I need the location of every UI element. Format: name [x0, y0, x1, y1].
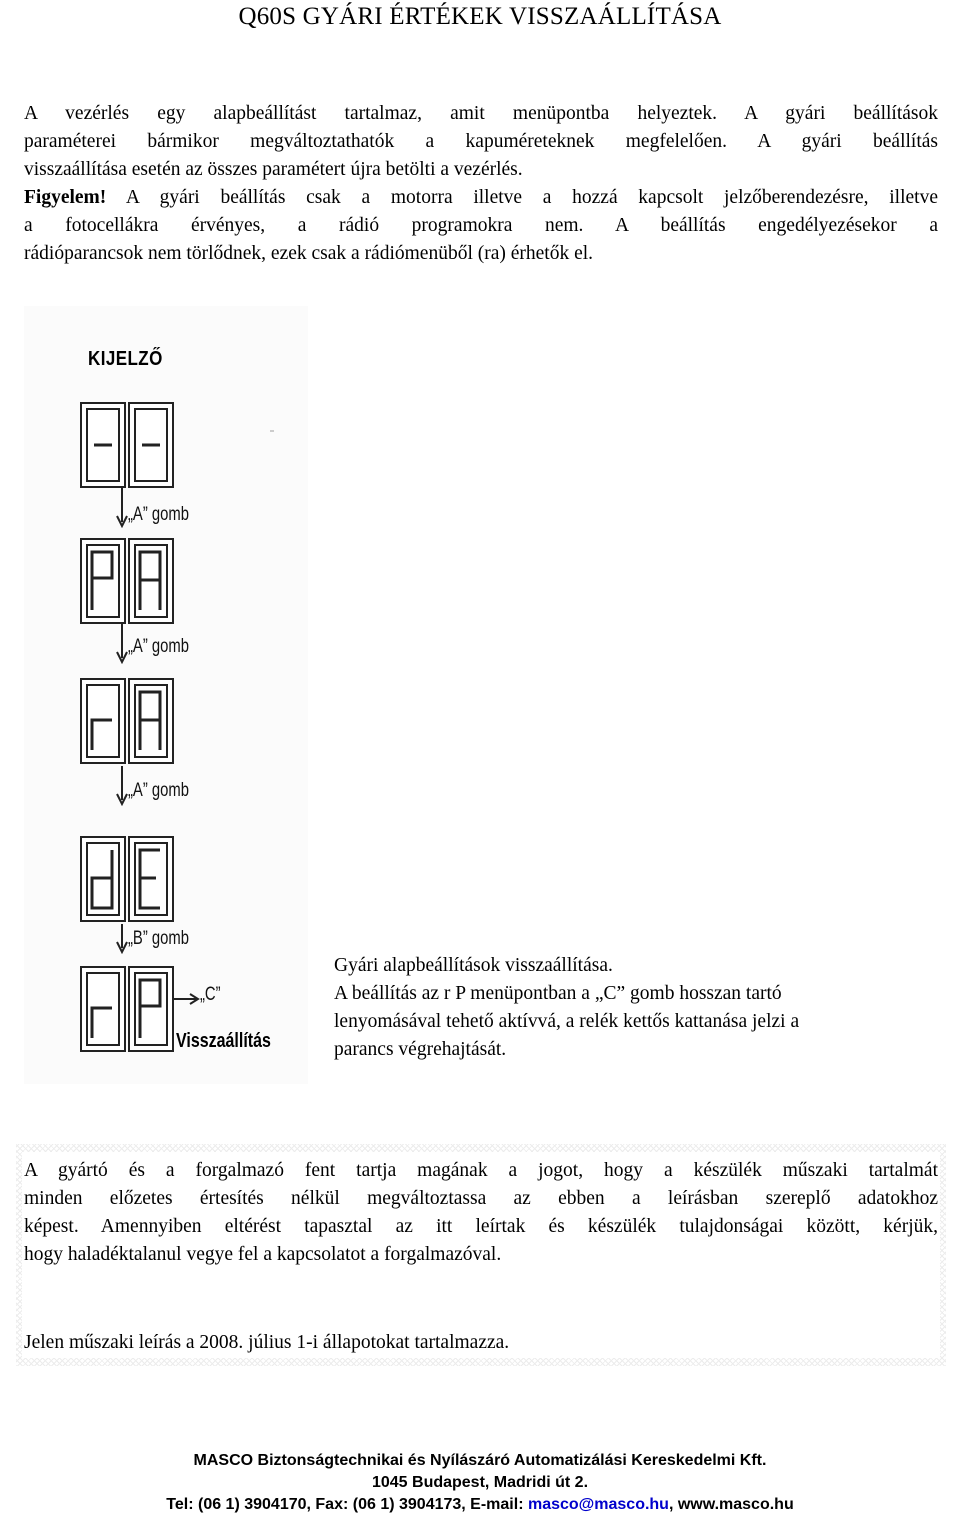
step-label: „A” gomb	[128, 780, 189, 801]
intro-paragraph	[24, 100, 938, 268]
disclaimer-line: hogy haladéktalanul vegye fel a kapcsolatot a forgalmazóval.	[24, 1244, 502, 1265]
disclaimer-line: minden előzetes értesítés nélkül megváltoztassa az ebben a leírásban szereplő adatokhoz	[24, 1188, 938, 1209]
page-title: Q60S GYÁRI ÉRTÉKEK VISSZAÁLLÍTÁSA	[238, 3, 722, 30]
down-arrow-icon	[116, 766, 128, 811]
glyph-r	[80, 966, 126, 1052]
warning-line: a fotocellákra érvényes, a rádió programokra nem. A beállítás engedélyezésekor a	[24, 215, 938, 236]
glyph-p	[80, 538, 126, 624]
display-sequence-figure	[24, 306, 308, 1084]
figure-caption	[334, 952, 924, 1064]
footer-contact	[0, 1494, 960, 1516]
right-arrow-icon	[174, 992, 200, 1006]
glyph-e	[128, 836, 174, 922]
glyph-d	[80, 836, 126, 922]
website-link[interactable]: www.masco.hu	[677, 1496, 794, 1513]
caption-line: Gyári alapbeállítások visszaállítása.	[334, 955, 613, 976]
intro-line: paraméterei bármikor megváltoztathatók a kapuméreteknek megfelelően. A gyári beállítás	[24, 131, 938, 152]
footer-contact-prefix: Tel: (06 1) 3904170, Fax: (06 1) 3904173, E-mail:	[166, 1496, 528, 1513]
footer-company: MASCO Biztonságtechnikai és Nyílászáró Automatizálási Kereskedelmi Kft.	[193, 1452, 767, 1469]
glyph-r	[80, 678, 126, 764]
step-label: „A” gomb	[128, 504, 189, 525]
figure-heading: KIJELZŐ	[88, 348, 163, 370]
glyph-dash	[80, 402, 126, 488]
intro-line: A vezérlés egy alapbeállítást tartalmaz, amit menüpontba helyeztek. A gyári beállítások	[24, 103, 938, 124]
arrow-label: „C”	[200, 984, 221, 1005]
speck	[270, 430, 274, 432]
down-arrow-icon	[116, 488, 128, 533]
caption-line: parancs végrehajtását.	[334, 1039, 507, 1060]
warning-line: rádióparancsok nem törlődnek, ezek csak a rádiómenüből (ra) érhetők el.	[24, 243, 594, 264]
caption-line: lenyomásával tehető aktívvá, a relék kettős kattanása jelzi a	[334, 1011, 800, 1032]
down-arrow-icon	[116, 624, 128, 669]
validity-statement: Jelen műszaki leírás a 2008. július 1-i állapotokat tartalmazza.	[24, 1332, 510, 1353]
down-arrow-icon	[116, 924, 128, 959]
caption-line: A beállítás az r P menüpontban a „C” gomb hosszan tartó	[334, 983, 782, 1004]
disclaimer-line: képest. Amennyiben eltérést tapasztal az itt leírtak és készülék tulajdonságai között, kérjük,	[24, 1216, 938, 1237]
intro-line: visszaállítása esetén az összes paramétert újra betölti a vezérlés.	[24, 159, 523, 180]
footer-separator: ,	[668, 1496, 678, 1513]
warning-text: A gyári beállítás csak a motorra illetve a hozzá kapcsolt jelzőberendezésre, illetve	[106, 187, 938, 208]
glyph-a	[128, 538, 174, 624]
step-label: „A” gomb	[128, 636, 189, 657]
step-label: „B” gomb	[128, 928, 189, 949]
footer-address: 1045 Budapest, Madridi út 2.	[371, 1474, 589, 1491]
disclaimer-line: A gyártó és a forgalmazó fent tartja magának a jogot, hogy a készülék műszaki tartalmát	[24, 1160, 938, 1181]
warning-line	[24, 184, 938, 212]
warning-label: Figyelem!	[24, 187, 107, 208]
glyph-a	[128, 678, 174, 764]
email-link[interactable]: masco@masco.hu	[527, 1496, 669, 1513]
glyph-p	[128, 966, 174, 1052]
glyph-dash	[128, 402, 174, 488]
disclaimer-paragraph	[24, 1157, 938, 1269]
final-action-label: Visszaállítás	[176, 1030, 271, 1052]
